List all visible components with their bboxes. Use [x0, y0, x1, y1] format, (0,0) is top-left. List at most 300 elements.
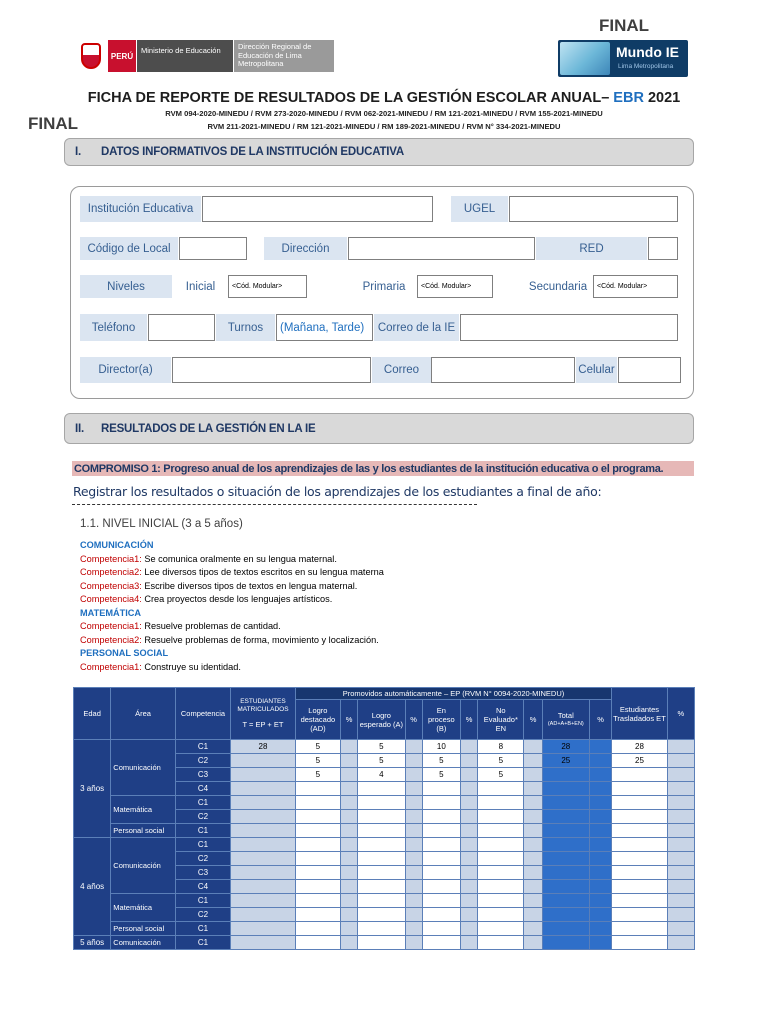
- cell-en[interactable]: [478, 810, 524, 824]
- ugel-label: UGEL: [451, 196, 508, 222]
- cell-pct-en[interactable]: [524, 824, 542, 838]
- cell-pct-total[interactable]: [590, 922, 612, 936]
- cell-pct-b[interactable]: [461, 922, 478, 936]
- competencia-item: [80, 593, 384, 607]
- cell-pct-et[interactable]: [667, 880, 694, 894]
- cell-matriculados[interactable]: [231, 810, 296, 824]
- cell-pct-total[interactable]: [590, 824, 612, 838]
- peru-label: PERÚ: [108, 40, 136, 72]
- cell-trasladados[interactable]: [612, 866, 667, 880]
- cell-en[interactable]: [478, 782, 524, 796]
- competencia-number: Competencia1:: [80, 621, 142, 631]
- cell-en[interactable]: 8: [478, 740, 524, 754]
- cell-pct-a[interactable]: [405, 852, 422, 866]
- header-competencia: Competencia: [175, 688, 230, 740]
- competencias-list: [80, 539, 384, 674]
- cell-b[interactable]: 10: [422, 740, 460, 754]
- cell-pct-b[interactable]: [461, 838, 478, 852]
- direccion-label: Dirección: [264, 237, 347, 260]
- cell-pct-ad[interactable]: [341, 866, 358, 880]
- cell-pct-ad[interactable]: [341, 740, 358, 754]
- classroom-image-icon: [560, 42, 610, 75]
- turnos-label: Turnos: [216, 314, 275, 341]
- registrar-instruction: Registrar los resultados o situación de los aprendizajes de los estudiantes a final de año:: [73, 484, 602, 499]
- cell-pct-ad[interactable]: [341, 838, 358, 852]
- cell-trasladados[interactable]: 25: [612, 754, 667, 768]
- cell-a[interactable]: [358, 936, 405, 950]
- cell-pct-et[interactable]: [667, 866, 694, 880]
- cell-pct-total[interactable]: [590, 768, 612, 782]
- cell-ad[interactable]: 5: [295, 768, 340, 782]
- cell-pct-a[interactable]: [405, 740, 422, 754]
- cell-trasladados[interactable]: [612, 880, 667, 894]
- cell-trasladados[interactable]: [612, 824, 667, 838]
- table-row: [74, 838, 695, 852]
- cell-en[interactable]: 5: [478, 768, 524, 782]
- cell-matriculados[interactable]: [231, 768, 296, 782]
- cell-pct-a[interactable]: [405, 936, 422, 950]
- compromiso-banner: COMPROMISO 1: Progreso anual de los aprendizajes de las y los estudiantes de la institución educativa o el programa.: [72, 461, 694, 476]
- cell-ad[interactable]: [295, 782, 340, 796]
- ugel-field[interactable]: [509, 196, 678, 222]
- cell-ad[interactable]: [295, 796, 340, 810]
- header-promovidos: Promovidos automáticamente – EP (RVM N° 0094-2020-MINEDU): [295, 688, 612, 700]
- cell-pct-en[interactable]: [524, 740, 542, 754]
- competencia-description: Escribe diversos tipos de textos en lengua maternal.: [141, 580, 358, 591]
- cell-competencia: C1: [175, 922, 230, 936]
- cell-trasladados[interactable]: [612, 810, 667, 824]
- cell-ad[interactable]: 5: [295, 740, 340, 754]
- cell-pct-b[interactable]: [461, 936, 478, 950]
- cell-area: Comunicación: [111, 740, 176, 796]
- cell-pct-a[interactable]: [405, 866, 422, 880]
- cell-matriculados[interactable]: [231, 796, 296, 810]
- cell-trasladados[interactable]: [612, 768, 667, 782]
- cell-pct-b[interactable]: [461, 754, 478, 768]
- cell-ad[interactable]: [295, 936, 340, 950]
- cell-a[interactable]: [358, 880, 405, 894]
- cell-ad[interactable]: 5: [295, 754, 340, 768]
- cell-pct-total[interactable]: [590, 936, 612, 950]
- director-label: Director(a): [80, 357, 171, 383]
- cell-matriculados[interactable]: 28: [231, 740, 296, 754]
- competencia-number: Competencia2:: [80, 567, 142, 577]
- correo-ie-field[interactable]: [460, 314, 678, 341]
- cell-ad[interactable]: [295, 908, 340, 922]
- cell-pct-a[interactable]: [405, 796, 422, 810]
- competencia-number: Competencia4:: [80, 594, 142, 604]
- cell-total[interactable]: [542, 810, 589, 824]
- secundaria-cod-modular-field[interactable]: <Cód. Modular>: [593, 275, 678, 298]
- final-stamp-top: FINAL: [599, 16, 650, 35]
- cell-pct-en[interactable]: [524, 866, 542, 880]
- competencia-area-heading: MATEMÁTICA: [80, 607, 142, 618]
- cell-en[interactable]: [478, 880, 524, 894]
- cell-pct-total[interactable]: [590, 838, 612, 852]
- cell-total[interactable]: [542, 838, 589, 852]
- cell-pct-et[interactable]: [667, 768, 694, 782]
- cell-pct-b[interactable]: [461, 894, 478, 908]
- cell-pct-et[interactable]: [667, 754, 694, 768]
- competencia-number: Competencia1:: [80, 553, 142, 564]
- cell-pct-ad[interactable]: [341, 922, 358, 936]
- cell-b[interactable]: 5: [422, 754, 460, 768]
- cell-total[interactable]: [542, 782, 589, 796]
- niveles-label: Niveles: [80, 275, 172, 298]
- cell-pct-b[interactable]: [461, 852, 478, 866]
- cell-ad[interactable]: [295, 894, 340, 908]
- competencia-description: Crea proyectos desde los lenguajes artísticos.: [141, 594, 333, 604]
- cell-b[interactable]: [422, 880, 460, 894]
- cell-pct-ad[interactable]: [341, 880, 358, 894]
- title-main: FICHA DE REPORTE DE RESULTADOS DE LA GESTIÓN ESCOLAR ANUAL–: [87, 90, 610, 106]
- cell-pct-a[interactable]: [405, 922, 422, 936]
- table-row: [74, 936, 695, 950]
- red-label: RED: [536, 237, 647, 260]
- cell-b[interactable]: 5: [422, 768, 460, 782]
- cell-a[interactable]: [358, 824, 405, 838]
- cell-pct-ad[interactable]: [341, 936, 358, 950]
- cell-trasladados[interactable]: [612, 894, 667, 908]
- cell-a[interactable]: [358, 838, 405, 852]
- cell-pct-en[interactable]: [524, 908, 542, 922]
- cell-ad[interactable]: [295, 824, 340, 838]
- cell-trasladados[interactable]: [612, 796, 667, 810]
- competencia-description: Se comunica oralmente en su lengua maternal.: [141, 553, 337, 564]
- cell-matriculados[interactable]: [231, 880, 296, 894]
- cell-pct-total[interactable]: [590, 866, 612, 880]
- celular-field[interactable]: [618, 357, 681, 383]
- cell-pct-b[interactable]: [461, 824, 478, 838]
- cell-ad[interactable]: [295, 866, 340, 880]
- competencia-item: [80, 634, 384, 648]
- cell-b[interactable]: [422, 936, 460, 950]
- cell-pct-et[interactable]: [667, 782, 694, 796]
- cell-pct-en[interactable]: [524, 922, 542, 936]
- cell-trasladados[interactable]: 28: [612, 740, 667, 754]
- header-en: No Evaluado* EN: [478, 700, 524, 740]
- cell-trasladados[interactable]: [612, 936, 667, 950]
- header-edad: Edad: [74, 688, 111, 740]
- cell-total[interactable]: 28: [542, 740, 589, 754]
- cell-pct-et[interactable]: [667, 894, 694, 908]
- header-ad: Logro destacado (AD): [295, 700, 340, 740]
- cell-en[interactable]: [478, 796, 524, 810]
- cell-pct-total[interactable]: [590, 740, 612, 754]
- competencia-description: Lee diversos tipos de textos escritos en su lengua materna: [141, 567, 384, 577]
- cell-pct-en[interactable]: [524, 852, 542, 866]
- cell-edad: 4 años: [74, 838, 111, 936]
- cell-competencia: C2: [175, 852, 230, 866]
- cell-pct-a[interactable]: [405, 824, 422, 838]
- competencia-number: Competencia1:: [80, 661, 142, 672]
- celular-label: Celular: [576, 357, 617, 383]
- primaria-cod-modular-field[interactable]: <Cód. Modular>: [417, 275, 493, 298]
- cell-matriculados[interactable]: [231, 824, 296, 838]
- cell-total[interactable]: [542, 922, 589, 936]
- cell-a[interactable]: 5: [358, 754, 405, 768]
- cell-pct-a[interactable]: [405, 754, 422, 768]
- rvm-line-1: RVM 094-2020-MINEDU / RVM 273-2020-MINEDU / RVM 062-2021-MINEDU / RM 121-2021-MINEDU / RVM 155-2021-MINEDU: [165, 109, 603, 118]
- cell-pct-et[interactable]: [667, 796, 694, 810]
- section-2-header: [64, 413, 694, 444]
- cell-en[interactable]: [478, 894, 524, 908]
- cell-b[interactable]: [422, 908, 460, 922]
- telefono-field[interactable]: [148, 314, 215, 341]
- cell-pct-total[interactable]: [590, 754, 612, 768]
- cell-pct-ad[interactable]: [341, 894, 358, 908]
- results-table-body: [74, 740, 695, 950]
- competencia-description: Resuelve problemas de forma, movimiento y localización.: [141, 634, 379, 645]
- competencia-item: [80, 620, 384, 634]
- header-pct-ad: %: [341, 700, 358, 740]
- cell-pct-a[interactable]: [405, 880, 422, 894]
- cell-a[interactable]: [358, 796, 405, 810]
- cell-pct-et[interactable]: [667, 838, 694, 852]
- inicial-cod-modular-field[interactable]: <Cód. Modular>: [228, 275, 307, 298]
- cell-pct-b[interactable]: [461, 740, 478, 754]
- mundo-ie-title: Mundo IE: [616, 44, 679, 60]
- header-pct-en: %: [524, 700, 542, 740]
- cell-total[interactable]: 25: [542, 754, 589, 768]
- header-matriculados-label: ESTUDIANTES MATRICULADOS: [237, 698, 289, 713]
- institucion-field[interactable]: [202, 196, 433, 222]
- cell-pct-en[interactable]: [524, 838, 542, 852]
- cell-pct-ad[interactable]: [341, 810, 358, 824]
- cell-b[interactable]: [422, 866, 460, 880]
- cell-en[interactable]: [478, 908, 524, 922]
- table-row: [74, 796, 695, 810]
- cell-pct-en[interactable]: [524, 936, 542, 950]
- cell-pct-en[interactable]: [524, 810, 542, 824]
- header-pct-b: %: [461, 700, 478, 740]
- cell-b[interactable]: [422, 894, 460, 908]
- cell-pct-b[interactable]: [461, 866, 478, 880]
- cell-pct-et[interactable]: [667, 922, 694, 936]
- correo-field[interactable]: [431, 357, 575, 383]
- cell-matriculados[interactable]: [231, 754, 296, 768]
- cell-pct-ad[interactable]: [341, 768, 358, 782]
- cell-area: Comunicación: [111, 838, 176, 894]
- cell-pct-et[interactable]: [667, 810, 694, 824]
- cell-pct-b[interactable]: [461, 810, 478, 824]
- cell-pct-en[interactable]: [524, 768, 542, 782]
- competencia-area-heading: COMUNICACIÓN: [80, 540, 154, 550]
- competencia-number: Competencia2:: [80, 634, 142, 645]
- cell-competencia: C4: [175, 880, 230, 894]
- cell-pct-a[interactable]: [405, 894, 422, 908]
- cell-pct-a[interactable]: [405, 810, 422, 824]
- header-total: [542, 700, 589, 740]
- cell-area: Personal social: [111, 824, 176, 838]
- cell-matriculados[interactable]: [231, 852, 296, 866]
- cell-pct-et[interactable]: [667, 908, 694, 922]
- table-row: [74, 922, 695, 936]
- cell-pct-b[interactable]: [461, 908, 478, 922]
- cell-matriculados[interactable]: [231, 936, 296, 950]
- cell-ad[interactable]: [295, 810, 340, 824]
- cell-pct-b[interactable]: [461, 880, 478, 894]
- cell-competencia: C2: [175, 810, 230, 824]
- cell-en[interactable]: [478, 824, 524, 838]
- cell-edad: 3 años: [74, 740, 111, 838]
- cell-b[interactable]: [422, 796, 460, 810]
- cell-ad[interactable]: [295, 838, 340, 852]
- competencia-item: [80, 661, 384, 675]
- nivel-inicial-heading: 1.1. NIVEL INICIAL (3 a 5 años): [80, 518, 243, 530]
- cell-pct-en[interactable]: [524, 880, 542, 894]
- cell-a[interactable]: [358, 908, 405, 922]
- minedu-logo: [78, 40, 334, 72]
- cell-trasladados[interactable]: [612, 852, 667, 866]
- correo-ie-label: Correo de la IE: [374, 314, 459, 341]
- cell-en[interactable]: [478, 838, 524, 852]
- header-total-label: Total: [557, 710, 574, 720]
- cell-a[interactable]: [358, 922, 405, 936]
- cell-pct-en[interactable]: [524, 782, 542, 796]
- cell-total[interactable]: [542, 768, 589, 782]
- cell-competencia: C2: [175, 908, 230, 922]
- header-pct-a: %: [405, 700, 422, 740]
- section-2-title: RESULTADOS DE LA GESTIÓN EN LA IE: [101, 422, 316, 435]
- cell-total[interactable]: [542, 852, 589, 866]
- cell-total[interactable]: [542, 796, 589, 810]
- cell-pct-en[interactable]: [524, 796, 542, 810]
- cell-ad[interactable]: [295, 880, 340, 894]
- cell-pct-total[interactable]: [590, 796, 612, 810]
- cell-b[interactable]: [422, 810, 460, 824]
- cell-pct-ad[interactable]: [341, 796, 358, 810]
- cell-pct-b[interactable]: [461, 782, 478, 796]
- cell-pct-ad[interactable]: [341, 782, 358, 796]
- cell-pct-b[interactable]: [461, 768, 478, 782]
- cell-a[interactable]: 5: [358, 740, 405, 754]
- direccion-field[interactable]: [348, 237, 535, 260]
- cell-total[interactable]: [542, 824, 589, 838]
- cell-pct-a[interactable]: [405, 768, 422, 782]
- cell-a[interactable]: [358, 810, 405, 824]
- cell-a[interactable]: 4: [358, 768, 405, 782]
- cell-trasladados[interactable]: [612, 922, 667, 936]
- cell-competencia: C1: [175, 824, 230, 838]
- cell-trasladados[interactable]: [612, 782, 667, 796]
- cell-pct-ad[interactable]: [341, 754, 358, 768]
- competencia-item: [80, 580, 384, 594]
- cell-pct-total[interactable]: [590, 880, 612, 894]
- cell-b[interactable]: [422, 838, 460, 852]
- cell-trasladados[interactable]: [612, 838, 667, 852]
- competencia-item: [80, 553, 384, 567]
- cell-a[interactable]: [358, 894, 405, 908]
- cell-total[interactable]: [542, 908, 589, 922]
- section-1-title: DATOS INFORMATIVOS DE LA INSTITUCIÓN EDUCATIVA: [101, 146, 405, 158]
- cell-a[interactable]: [358, 866, 405, 880]
- cell-matriculados[interactable]: [231, 922, 296, 936]
- cell-en[interactable]: [478, 852, 524, 866]
- cell-competencia: C3: [175, 866, 230, 880]
- cell-b[interactable]: [422, 852, 460, 866]
- cell-matriculados[interactable]: [231, 894, 296, 908]
- cell-a[interactable]: [358, 852, 405, 866]
- cell-pct-en[interactable]: [524, 894, 542, 908]
- cell-en[interactable]: [478, 866, 524, 880]
- cell-pct-total[interactable]: [590, 852, 612, 866]
- red-field[interactable]: [648, 237, 678, 260]
- telefono-label: Teléfono: [80, 314, 147, 341]
- cell-pct-et[interactable]: [667, 936, 694, 950]
- turnos-field[interactable]: (Mañana, Tarde): [276, 314, 373, 341]
- section-1-header: [64, 138, 694, 166]
- cell-ad[interactable]: [295, 922, 340, 936]
- cell-pct-total[interactable]: [590, 908, 612, 922]
- cell-pct-total[interactable]: [590, 782, 612, 796]
- cell-en[interactable]: 5: [478, 754, 524, 768]
- section-1-number: I.: [75, 146, 81, 158]
- header-b: En proceso (B): [422, 700, 460, 740]
- cell-pct-ad[interactable]: [341, 852, 358, 866]
- cell-total[interactable]: [542, 866, 589, 880]
- cell-total[interactable]: [542, 894, 589, 908]
- cell-area: Personal social: [111, 922, 176, 936]
- cell-pct-total[interactable]: [590, 894, 612, 908]
- mundo-ie-subtitle: Lima Metropolitana: [618, 63, 674, 70]
- cell-competencia: C1: [175, 838, 230, 852]
- cell-pct-total[interactable]: [590, 810, 612, 824]
- cell-b[interactable]: [422, 782, 460, 796]
- ministry-label: Ministerio de Educación: [137, 40, 233, 72]
- cell-matriculados[interactable]: [231, 838, 296, 852]
- cell-pct-ad[interactable]: [341, 824, 358, 838]
- cell-pct-b[interactable]: [461, 796, 478, 810]
- cell-pct-a[interactable]: [405, 782, 422, 796]
- cell-ad[interactable]: [295, 852, 340, 866]
- cell-pct-en[interactable]: [524, 754, 542, 768]
- cell-area: Comunicación: [111, 936, 176, 950]
- cell-total[interactable]: [542, 880, 589, 894]
- cell-pct-ad[interactable]: [341, 908, 358, 922]
- cell-b[interactable]: [422, 922, 460, 936]
- competencia-area-heading: PERSONAL SOCIAL: [80, 648, 169, 658]
- document-title: [0, 90, 768, 106]
- cell-pct-a[interactable]: [405, 838, 422, 852]
- competencia-number: Competencia3:: [80, 580, 142, 591]
- cell-pct-et[interactable]: [667, 852, 694, 866]
- cell-trasladados[interactable]: [612, 908, 667, 922]
- codigo-local-label: Código de Local: [80, 237, 178, 260]
- primaria-label: Primaria: [362, 280, 406, 293]
- cell-pct-et[interactable]: [667, 740, 694, 754]
- cell-matriculados[interactable]: [231, 782, 296, 796]
- cell-en[interactable]: [478, 936, 524, 950]
- inicial-label: Inicial: [185, 280, 216, 293]
- cell-total[interactable]: [542, 936, 589, 950]
- cell-competencia: C1: [175, 796, 230, 810]
- table-row: [74, 740, 695, 754]
- codigo-local-field[interactable]: [179, 237, 247, 260]
- cell-en[interactable]: [478, 922, 524, 936]
- director-field[interactable]: [172, 357, 371, 383]
- cell-area: Matemática: [111, 796, 176, 824]
- cell-a[interactable]: [358, 782, 405, 796]
- cell-b[interactable]: [422, 824, 460, 838]
- cell-matriculados[interactable]: [231, 908, 296, 922]
- cell-pct-a[interactable]: [405, 908, 422, 922]
- cell-matriculados[interactable]: [231, 866, 296, 880]
- competencia-description: Construye su identidad.: [141, 661, 241, 672]
- results-table: [73, 687, 695, 950]
- header-area: Área: [111, 688, 176, 740]
- cell-pct-et[interactable]: [667, 824, 694, 838]
